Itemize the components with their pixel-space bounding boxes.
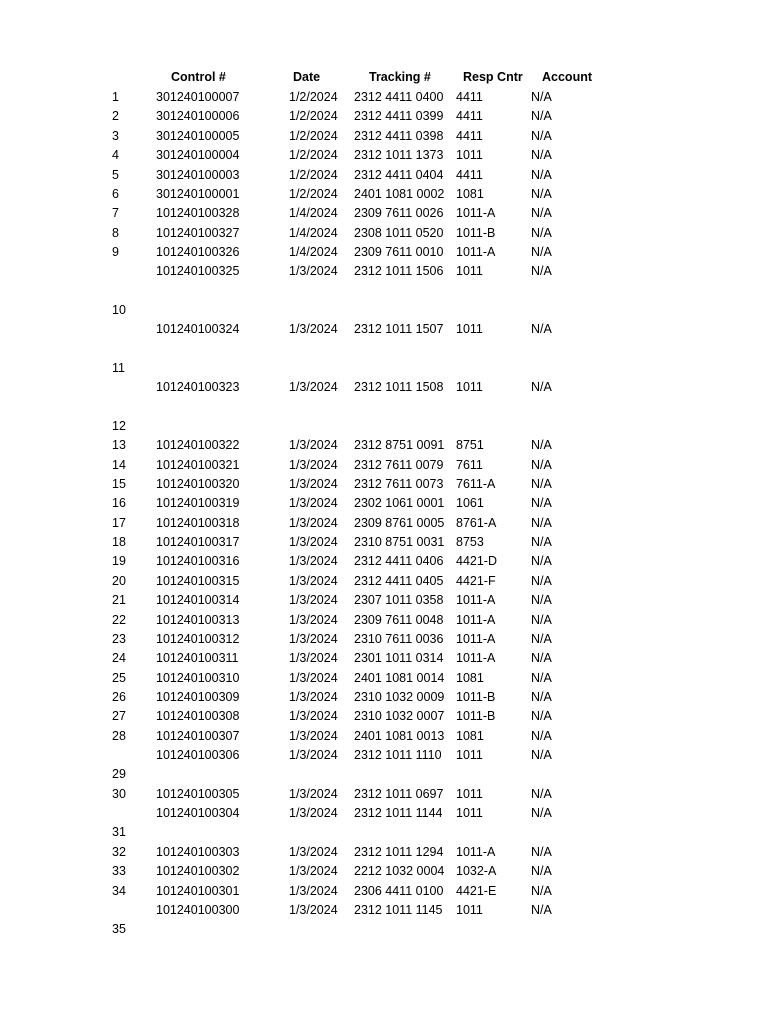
date-cell: 1/3/2024 [289,613,338,627]
control-cell: 101240100308 [156,709,240,723]
resp-cell: 1061 [456,496,484,510]
account-cell: N/A [531,690,552,704]
tracking-cell: 2312 1011 1507 [354,322,444,336]
table-row [0,804,768,823]
date-cell: 1/3/2024 [289,535,338,549]
header-date: Date [293,70,321,84]
row-number: 8 [112,226,119,240]
account-cell: N/A [531,206,552,220]
tracking-cell: 2309 7611 0048 [354,613,444,627]
resp-cell: 1011 [456,322,483,336]
account-cell: N/A [531,438,552,452]
control-cell: 101240100323 [156,380,240,394]
account-cell: N/A [531,574,552,588]
tracking-cell: 2312 1011 1506 [354,264,444,278]
account-cell: N/A [531,496,552,510]
account-cell: N/A [531,903,552,917]
date-cell: 1/3/2024 [289,806,338,820]
row-number: 15 [112,477,126,491]
tracking-cell: 2401 1081 0002 [354,187,445,201]
resp-cell: 4411 [456,90,483,104]
date-cell: 1/2/2024 [289,109,338,123]
account-cell: N/A [531,226,552,240]
row-number: 29 [112,767,126,781]
date-cell: 1/3/2024 [289,458,338,472]
resp-cell: 1011 [456,787,483,801]
resp-cell: 4411 [456,129,483,143]
resp-cell: 1011-B [456,709,496,723]
account-cell: N/A [531,322,552,336]
tracking-cell: 2401 1081 0014 [354,671,445,685]
account-cell: N/A [531,148,552,162]
row-number: 21 [112,593,126,607]
control-cell: 101240100321 [156,458,240,472]
date-cell: 1/3/2024 [289,496,338,510]
date-cell: 1/3/2024 [289,477,338,491]
tracking-cell: 2312 7611 0073 [354,477,444,491]
row-number: 13 [112,438,126,452]
resp-cell: 1081 [456,729,484,743]
control-cell: 101240100312 [156,632,240,646]
account-cell: N/A [531,729,552,743]
row-number: 12 [112,419,126,433]
control-cell: 101240100309 [156,690,240,704]
row-number: 7 [112,206,119,220]
account-cell: N/A [531,709,552,723]
resp-cell: 8761-A [456,516,497,530]
row-number: 33 [112,864,126,878]
date-cell: 1/3/2024 [289,864,338,878]
resp-cell: 1011-A [456,845,496,859]
account-cell: N/A [531,748,552,762]
tracking-cell: 2310 7611 0036 [354,632,444,646]
row-number: 18 [112,535,126,549]
tracking-cell: 2312 4411 0398 [354,129,444,143]
date-cell: 1/3/2024 [289,264,338,278]
resp-cell: 7611 [456,458,483,472]
account-cell: N/A [531,516,552,530]
tracking-cell: 2312 4411 0400 [354,90,444,104]
row-number: 16 [112,496,126,510]
account-cell: N/A [531,245,552,259]
row-number: 34 [112,884,126,898]
control-cell: 101240100318 [156,516,240,530]
account-cell: N/A [531,168,552,182]
tracking-cell: 2312 8751 0091 [354,438,445,452]
date-cell: 1/3/2024 [289,709,338,723]
row-number: 1 [112,90,119,104]
control-cell: 101240100310 [156,671,240,685]
control-cell: 101240100317 [156,535,240,549]
account-cell: N/A [531,884,552,898]
date-cell: 1/3/2024 [289,690,338,704]
control-cell: 101240100316 [156,554,240,568]
control-cell: 301240100003 [156,168,240,182]
control-cell: 101240100314 [156,593,240,607]
header-control: Control # [171,70,226,84]
row-number: 17 [112,516,126,530]
control-cell: 101240100313 [156,613,240,627]
header-account: Account [542,70,592,84]
account-cell: N/A [531,845,552,859]
table-row [0,320,768,339]
tracking-cell: 2309 7611 0010 [354,245,444,259]
resp-cell: 1081 [456,187,484,201]
row-number: 35 [112,922,126,936]
control-cell: 101240100319 [156,496,240,510]
row-number: 20 [112,574,126,588]
control-cell: 301240100005 [156,129,240,143]
resp-cell: 1011-A [456,632,496,646]
account-cell: N/A [531,90,552,104]
resp-cell: 4421-E [456,884,497,898]
control-cell: 101240100301 [156,884,240,898]
resp-cell: 1011 [456,148,483,162]
resp-cell: 1011-A [456,613,496,627]
date-cell: 1/3/2024 [289,438,338,452]
control-cell: 101240100300 [156,903,240,917]
control-cell: 101240100305 [156,787,240,801]
account-cell: N/A [531,535,552,549]
date-cell: 1/2/2024 [289,148,338,162]
table-row [0,378,768,397]
control-cell: 101240100303 [156,845,240,859]
control-cell: 101240100304 [156,806,240,820]
header-row [0,68,768,87]
row-number: 10 [112,303,126,317]
date-cell: 1/2/2024 [289,90,338,104]
date-cell: 1/3/2024 [289,554,338,568]
control-cell: 101240100311 [156,651,239,665]
tracking-cell: 2401 1081 0013 [354,729,445,743]
tracking-cell: 2306 4411 0100 [354,884,444,898]
account-cell: N/A [531,806,552,820]
header-tracking: Tracking # [369,70,431,84]
row-number: 5 [112,168,119,182]
resp-cell: 1011-B [456,226,496,240]
account-cell: N/A [531,380,552,394]
resp-cell: 8751 [456,438,484,452]
date-cell: 1/3/2024 [289,729,338,743]
control-cell: 101240100327 [156,226,240,240]
control-cell: 101240100320 [156,477,240,491]
tracking-cell: 2212 1032 0004 [354,864,445,878]
account-cell: N/A [531,109,552,123]
control-cell: 301240100004 [156,148,240,162]
resp-cell: 1011-A [456,245,496,259]
row-number: 22 [112,613,126,627]
row-number: 32 [112,845,126,859]
row-number: 4 [112,148,119,162]
tracking-cell: 2312 1011 1144 [354,806,443,820]
control-cell: 101240100307 [156,729,240,743]
control-cell: 101240100325 [156,264,240,278]
tracking-cell: 2312 1011 1145 [354,903,443,917]
tracking-cell: 2312 4411 0405 [354,574,444,588]
resp-cell: 1011-A [456,651,496,665]
tracking-cell: 2312 7611 0079 [354,458,444,472]
date-cell: 1/4/2024 [289,206,338,220]
table-row [0,746,768,765]
control-cell: 301240100001 [156,187,240,201]
row-number: 19 [112,554,126,568]
resp-cell: 1011-B [456,690,496,704]
resp-cell: 1011 [456,806,483,820]
row-number: 31 [112,825,126,839]
tracking-cell: 2310 1032 0007 [354,709,445,723]
tracking-cell: 2309 7611 0026 [354,206,444,220]
resp-cell: 1032-A [456,864,497,878]
tracking-cell: 2309 8761 0005 [354,516,445,530]
tracking-cell: 2312 1011 1110 [354,748,442,762]
date-cell: 1/3/2024 [289,593,338,607]
control-cell: 101240100328 [156,206,240,220]
account-cell: N/A [531,787,552,801]
tracking-cell: 2312 4411 0406 [354,554,444,568]
account-cell: N/A [531,864,552,878]
header-resp-cntr: Resp Cntr [463,70,523,84]
row-number: 27 [112,709,126,723]
control-cell: 101240100324 [156,322,240,336]
row-number: 23 [112,632,126,646]
row-number: 9 [112,245,119,259]
tracking-cell: 2312 4411 0399 [354,109,444,123]
account-cell: N/A [531,651,552,665]
date-cell: 1/3/2024 [289,884,338,898]
account-cell: N/A [531,129,552,143]
account-cell: N/A [531,264,552,278]
tracking-cell: 2302 1061 0001 [354,496,445,510]
date-cell: 1/2/2024 [289,129,338,143]
date-cell: 1/3/2024 [289,380,338,394]
tracking-cell: 2312 1011 1294 [354,845,444,859]
resp-cell: 1011 [456,264,483,278]
row-number: 28 [112,729,126,743]
date-cell: 1/3/2024 [289,632,338,646]
resp-cell: 4411 [456,168,483,182]
tracking-cell: 2310 1032 0009 [354,690,445,704]
resp-cell: 1011-A [456,593,496,607]
date-cell: 1/3/2024 [289,516,338,530]
account-cell: N/A [531,187,552,201]
date-cell: 1/3/2024 [289,322,338,336]
control-cell: 101240100306 [156,748,240,762]
resp-cell: 8753 [456,535,484,549]
tracking-cell: 2308 1011 0520 [354,226,444,240]
tracking-cell: 2312 1011 1373 [354,148,444,162]
date-cell: 1/4/2024 [289,245,338,259]
date-cell: 1/3/2024 [289,651,338,665]
row-number: 3 [112,129,119,143]
tracking-cell: 2312 4411 0404 [354,168,444,182]
account-cell: N/A [531,671,552,685]
control-cell: 101240100322 [156,438,240,452]
row-number: 26 [112,690,126,704]
tracking-cell: 2301 1011 0314 [354,651,444,665]
account-cell: N/A [531,613,552,627]
resp-cell: 4421-F [456,574,496,588]
date-cell: 1/3/2024 [289,903,338,917]
resp-cell: 1011-A [456,206,496,220]
tracking-cell: 2310 8751 0031 [354,535,445,549]
row-number: 11 [112,361,125,375]
account-cell: N/A [531,632,552,646]
row-number: 14 [112,458,126,472]
resp-cell: 4411 [456,109,483,123]
row-number: 2 [112,109,119,123]
resp-cell: 1011 [456,380,483,394]
control-cell: 101240100302 [156,864,240,878]
tracking-cell: 2307 1011 0358 [354,593,444,607]
account-cell: N/A [531,593,552,607]
account-cell: N/A [531,554,552,568]
date-cell: 1/2/2024 [289,168,338,182]
row-number: 6 [112,187,119,201]
tracking-cell: 2312 1011 0697 [354,787,444,801]
date-cell: 1/3/2024 [289,574,338,588]
row-number: 30 [112,787,126,801]
table-row [0,901,768,920]
account-cell: N/A [531,477,552,491]
date-cell: 1/4/2024 [289,226,338,240]
row-number: 25 [112,671,126,685]
row-number: 24 [112,651,126,665]
date-cell: 1/3/2024 [289,748,338,762]
resp-cell: 7611-A [456,477,496,491]
date-cell: 1/2/2024 [289,187,338,201]
resp-cell: 4421-D [456,554,497,568]
table-row [0,262,768,281]
date-cell: 1/3/2024 [289,671,338,685]
control-cell: 101240100315 [156,574,240,588]
resp-cell: 1081 [456,671,484,685]
date-cell: 1/3/2024 [289,787,338,801]
resp-cell: 1011 [456,748,483,762]
date-cell: 1/3/2024 [289,845,338,859]
resp-cell: 1011 [456,903,483,917]
control-cell: 301240100007 [156,90,240,104]
account-cell: N/A [531,458,552,472]
control-cell: 101240100326 [156,245,240,259]
control-cell: 301240100006 [156,109,240,123]
tracking-cell: 2312 1011 1508 [354,380,444,394]
